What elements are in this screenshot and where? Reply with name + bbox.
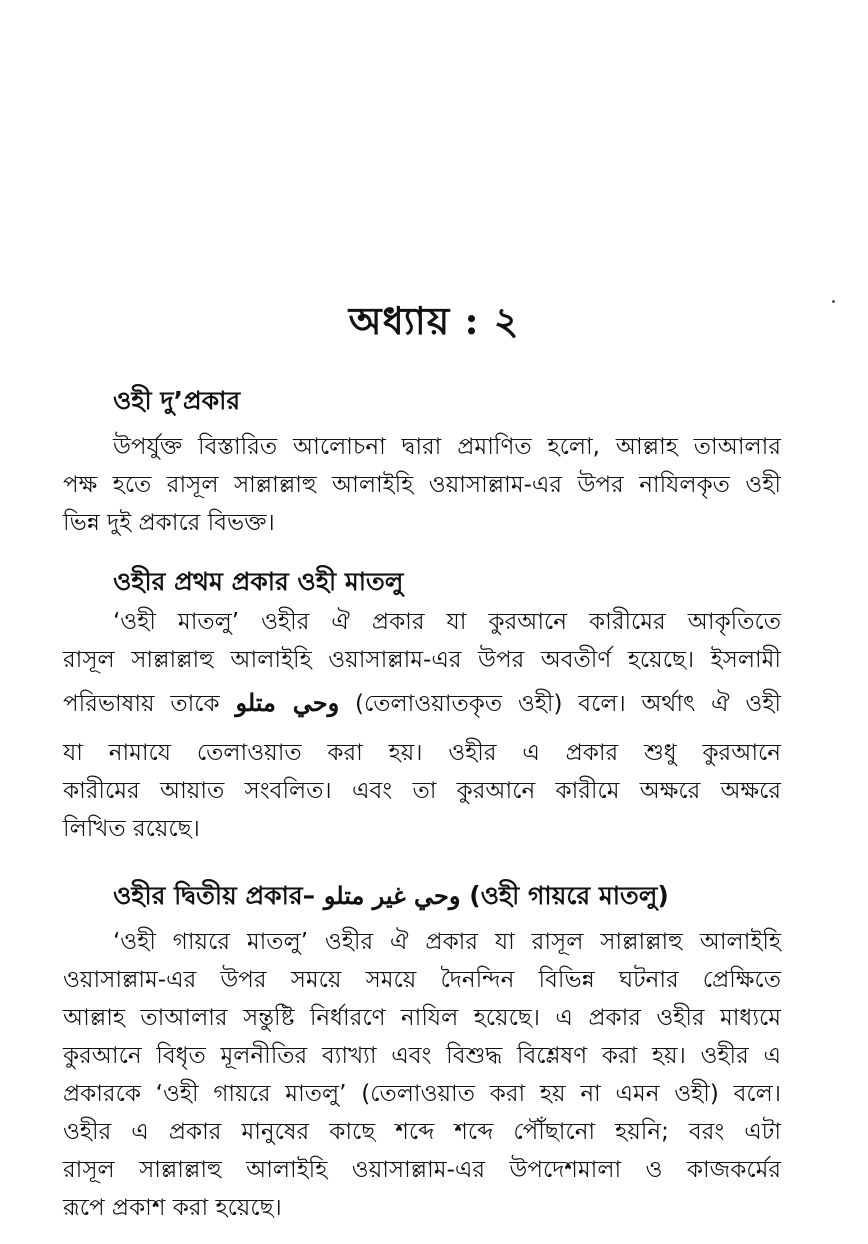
paragraph-line: প্রকারকে ‘ওহী গায়রে মাতলু’ (তেলাওয়াত করা হয় না এমন ওহী) বলে। bbox=[63, 1081, 781, 1107]
text-segment: (তেলাওয়াতকৃত ওহী) বলে। অর্থাৎ ঐ ওহী bbox=[339, 691, 781, 717]
paragraph-line: ওয়াসাল্লাম-এর উপর সময়ে সময়ে দৈনন্দিন বিভিন্ন ঘটনার প্রেক্ষিতে bbox=[63, 967, 781, 993]
paragraph-line: পক্ষ হতে রাসূল সাল্লাল্লাহু আলাইহি ওয়াসাল্লাম-এর উপর নাযিলকৃত ওহী bbox=[63, 472, 781, 498]
paragraph-line: কুরআনে বিধৃত মূলনীতির ব্যাখ্যা এবং বিশুদ্ধ বিশ্লেষণ করা হয়। ওহীর এ bbox=[63, 1043, 781, 1069]
paragraph-line: রাসূল সাল্লাল্লাহু আলাইহি ওয়াসাল্লাম-এর উপদেশমালা ও কাজকর্মের bbox=[63, 1157, 781, 1183]
section-heading-second-type bbox=[113, 876, 669, 919]
paragraph-line: যা নামাযে তেলাওয়াত করা হয়। ওহীর এ প্রকার শুধু কুরআনে bbox=[63, 740, 781, 766]
text-segment: পরিভাষায় তাকে bbox=[63, 691, 236, 717]
paragraph-line: রাসূল সাল্লাল্লাহু আলাইহি ওয়াসাল্লাম-এর উপর অবতীর্ণ হয়েছে। ইসলামী bbox=[63, 647, 781, 673]
chapter-title: অধ্যায় : ২ bbox=[348, 298, 520, 343]
paragraph-line: লিখিত রয়েছে। bbox=[63, 816, 200, 842]
paragraph-line: আল্লাহ তাআলার সন্তুষ্টি নির্ধারণে নাযিল হয়েছে। এ প্রকার ওহীর মাধ্যমে bbox=[63, 1005, 781, 1031]
paragraph-line: ‘ওহী গায়রে মাতলু’ ওহীর ঐ প্রকার যা রাসূল সাল্লাল্লাহু আলাইহি bbox=[113, 929, 781, 955]
paragraph-line: কারীমের আয়াত সংবলিত। এবং তা কুরআনে কারীমে অক্ষরে অক্ষরে bbox=[63, 778, 781, 804]
paragraph-line: ‘ওহী মাতলু’ ওহীর ঐ প্রকার যা কুরআনে কারীমের আকৃতিতে bbox=[113, 609, 781, 635]
arabic-term-wahi-ghair-matlu: وحي غير متلو bbox=[323, 881, 461, 910]
paragraph-line: রূপে প্রকাশ করা হয়েছে। bbox=[63, 1195, 282, 1221]
section-heading-first-type: ওহীর প্রথম প্রকার ওহী মাতলু bbox=[113, 567, 404, 596]
paragraph-line: ওহীর এ প্রকার মানুষের কাছে শব্দে শব্দে পৌঁছানো হয়নি; বরং এটা bbox=[63, 1119, 781, 1145]
paragraph-line: ভিন্ন দুই প্রকারে বিভক্ত। bbox=[63, 510, 275, 536]
paragraph-line-with-arabic bbox=[63, 685, 781, 724]
text-segment: ওহীর দ্বিতীয় প্রকার– bbox=[113, 881, 324, 910]
text-segment: (ওহী গায়রে মাতলু) bbox=[460, 881, 669, 910]
section-heading-two-types: ওহী দু’প্রকার bbox=[113, 386, 241, 415]
arabic-term-wahi-matlu: وحي متلو bbox=[235, 688, 340, 717]
paragraph-line: উপর্যুক্ত বিস্তারিত আলোচনা দ্বারা প্রমাণিত হলো, আল্লাহ তাআলার bbox=[113, 434, 781, 460]
